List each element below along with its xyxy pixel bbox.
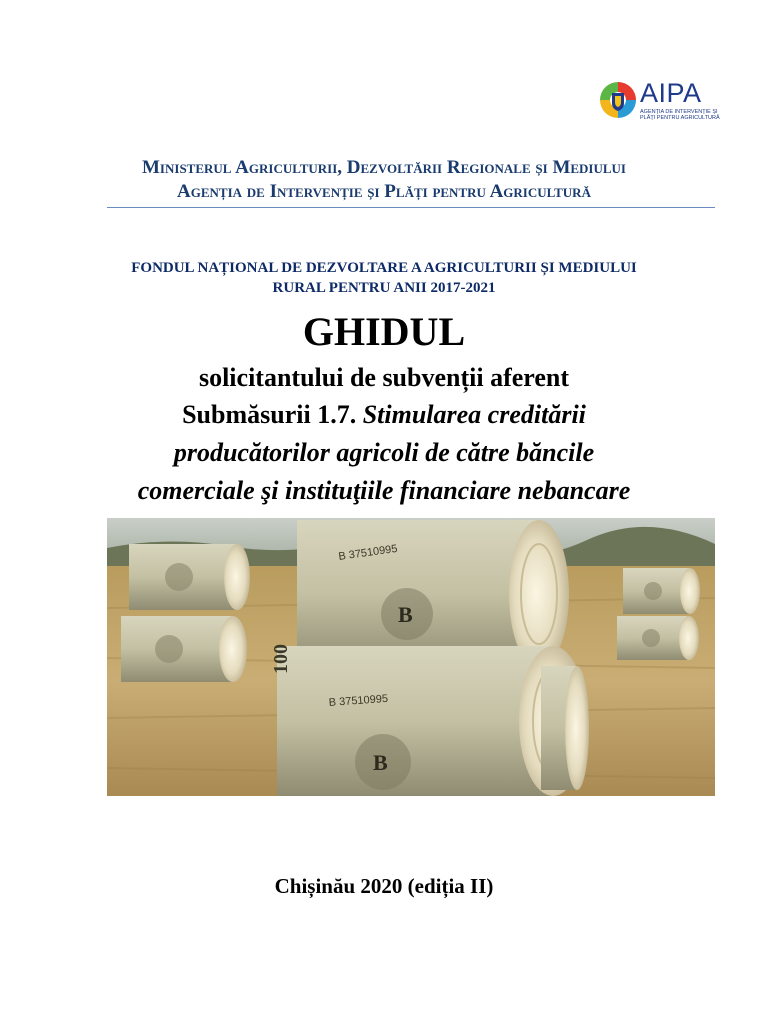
banknote-denomination: 100 bbox=[270, 644, 292, 674]
document-title: GHIDUL bbox=[302, 309, 466, 354]
banknote-serial-bottom: B 37510995 bbox=[328, 692, 389, 709]
banknote-letter-bottom: B bbox=[373, 750, 388, 775]
fund-title-line2: RURAL PENTRU ANII 2017-2021 bbox=[272, 280, 496, 296]
money-roll-center-top bbox=[297, 520, 569, 668]
subtitle-line2 bbox=[0, 399, 768, 431]
banknote-letter-top: B bbox=[398, 602, 413, 627]
money-roll-left-top bbox=[129, 544, 250, 610]
subtitle-line3: producătorilor agricoli de către băncile bbox=[173, 438, 595, 467]
money-roll-center-bottom bbox=[277, 646, 587, 796]
place-and-edition: Chișinău 2020 (ediția II) bbox=[274, 874, 494, 898]
aipa-logo-icon bbox=[598, 80, 638, 120]
money-roll-right-top bbox=[623, 568, 700, 614]
money-roll-left-bottom bbox=[121, 616, 247, 682]
cover-photo-money-rolls bbox=[107, 518, 715, 796]
logo-subtitle-line1: AGENȚIA DE INTERVENȚIE ȘI bbox=[640, 109, 718, 115]
money-roll-right-bottom bbox=[617, 616, 699, 660]
subtitle-line2-prefix: Submăsurii 1.7. bbox=[182, 400, 363, 429]
subtitle-line2-italic: Stimularea creditării bbox=[362, 400, 586, 429]
agency-name: Agenția de Intervenție și Plăți pentru Agricultură bbox=[177, 181, 591, 202]
money-roll-center-right bbox=[541, 666, 589, 790]
header-divider bbox=[107, 207, 715, 208]
subtitle-line4: comerciale şi instituţiile financiare nebancare bbox=[137, 476, 631, 505]
aipa-logo bbox=[598, 78, 720, 122]
logo-subtitle-line2: PLĂȚI PENTRU AGRICULTURĂ bbox=[640, 115, 720, 121]
banknote-serial-top: B 37510995 bbox=[337, 542, 399, 563]
ministry-name: Ministerul Agriculturii, Dezvoltării Regionale și Mediului bbox=[142, 157, 626, 178]
subtitle-line1: solicitantului de subvenții aferent bbox=[198, 363, 570, 392]
logo-title: AIPA bbox=[640, 78, 702, 108]
fund-title-line1: FONDUL NAȚIONAL DE DEZVOLTARE A AGRICULTURII ȘI MEDIULUI bbox=[131, 260, 637, 276]
